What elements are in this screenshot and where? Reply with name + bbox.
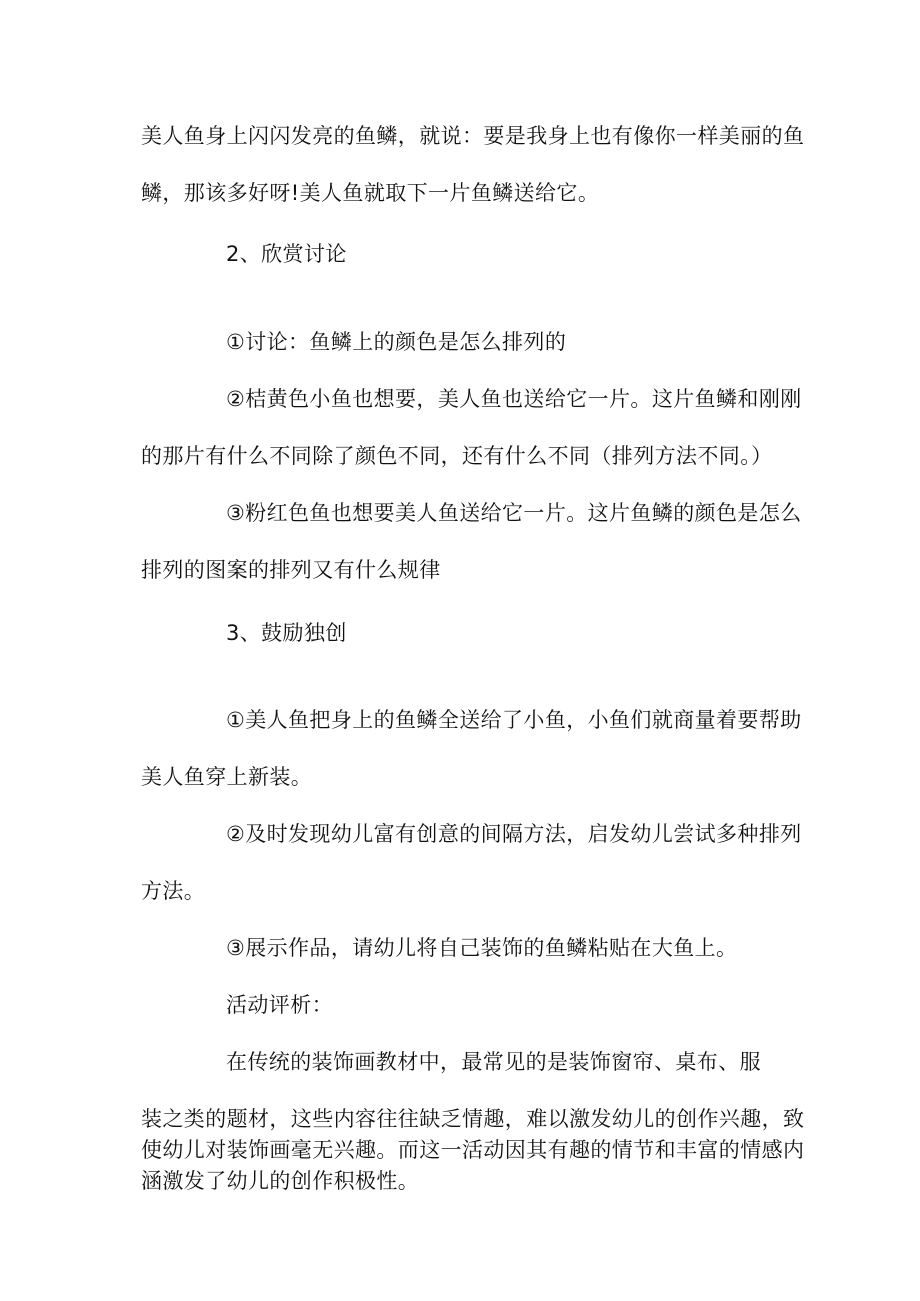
text-line: 排列的图案的排列又有什么规律: [141, 558, 441, 582]
section-heading: 3、鼓励独创: [226, 621, 347, 645]
text-line: 使幼儿对装饰画毫无兴趣。而这一活动因其有趣的情节和丰富的情感内: [141, 1138, 805, 1162]
text-line: 方法。: [141, 879, 206, 903]
text-line: ②及时发现幼儿富有创意的间隔方法，启发幼儿尝试多种排列: [226, 822, 802, 846]
text-line: 在传统的装饰画教材中，最常见的是装饰窗帘、桌布、服: [226, 1050, 761, 1074]
text-line: 装之类的题材，这些内容往往缺乏情趣，难以激发幼儿的创作兴趣，致: [141, 1107, 805, 1131]
text-line: 美人鱼穿上新装。: [141, 765, 313, 789]
text-line: 美人鱼身上闪闪发亮的鱼鳞，就说：要是我身上也有像你一样美丽的鱼: [141, 124, 805, 148]
text-line: ①美人鱼把身上的鱼鳞全送给了小鱼，小鱼们就商量着要帮助: [226, 708, 802, 732]
text-line: ③展示作品，请幼儿将自己装饰的鱼鳞粘贴在大鱼上。: [226, 936, 738, 960]
text-line: ②桔黄色小鱼也想要，美人鱼也送给它一片。这片鱼鳞和刚刚: [226, 387, 802, 411]
text-line: 涵激发了幼儿的创作积极性。: [141, 1169, 420, 1193]
section-heading: 2、欣赏讨论: [226, 242, 347, 266]
text-line: 的那片有什么不同除了颜色不同，还有什么不同（排列方法不同。）: [141, 444, 773, 468]
text-line: 鳞，那该多好呀!美人鱼就取下一片鱼鳞送给它。: [141, 181, 600, 205]
text-line: ①讨论：鱼鳞上的颜色是怎么排列的: [226, 330, 567, 354]
section-heading: 活动评析：: [226, 993, 333, 1017]
text-line: ③粉红色鱼也想要美人鱼送给它一片。这片鱼鳞的颜色是怎么: [226, 501, 802, 525]
